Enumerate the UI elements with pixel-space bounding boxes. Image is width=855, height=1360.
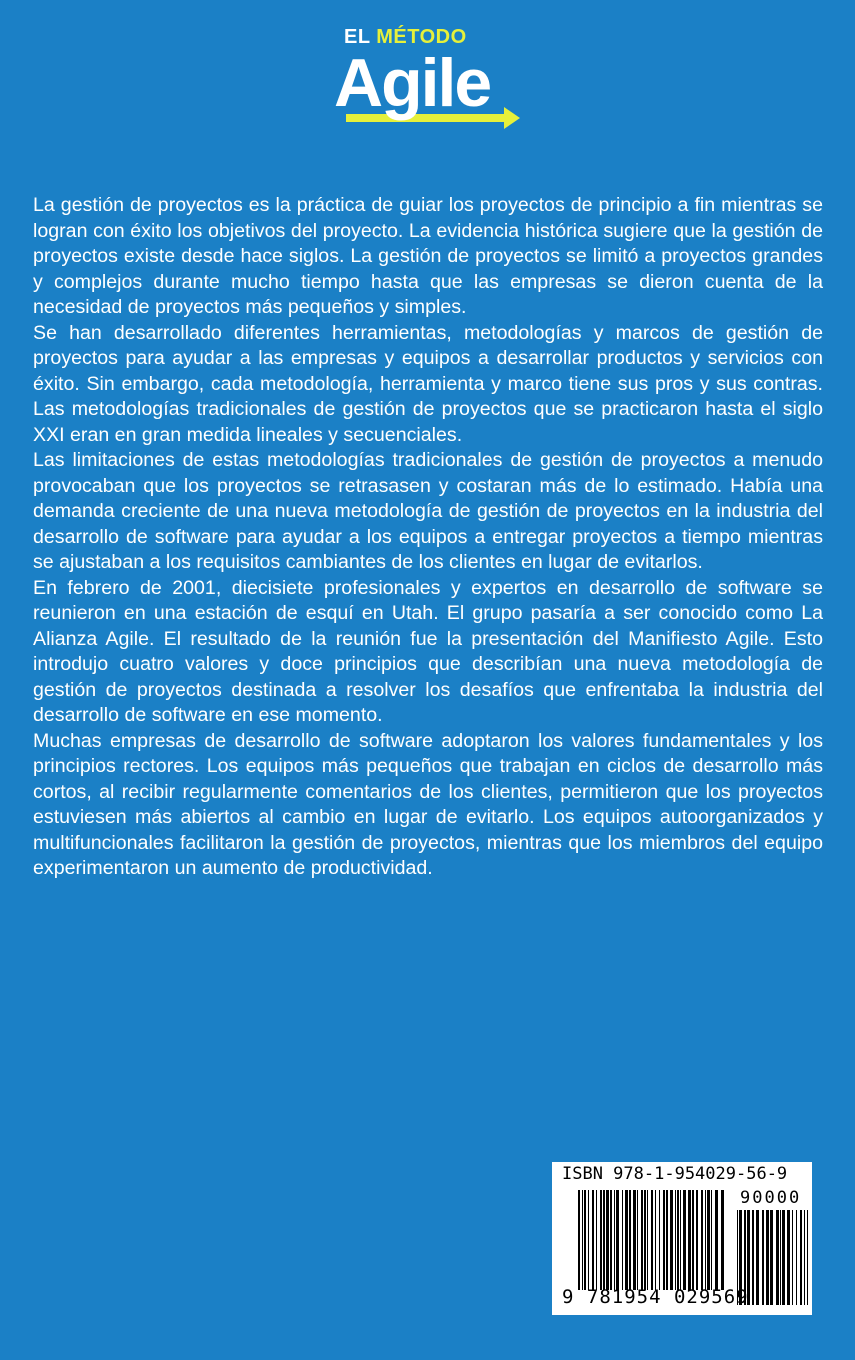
barcode-bar [721,1190,724,1290]
barcode-bar [584,1190,586,1290]
barcode-bar [770,1210,773,1305]
barcode-bar [701,1190,703,1290]
barcode-bar [711,1190,712,1290]
barcode-bar [707,1190,710,1290]
barcode-bar [578,1190,580,1290]
barcode-bar [696,1190,698,1290]
book-logo [330,26,530,156]
barcode-bar [663,1190,665,1290]
barcode-bar [800,1210,802,1305]
barcode-bar [610,1190,612,1290]
back-cover-text [33,193,823,882]
barcode-bar [655,1190,656,1290]
barcode-bar [780,1210,781,1305]
barcode-bar [582,1190,583,1290]
barcode-bar [804,1210,805,1305]
paragraph: La gestión de proyectos es la práctica de guiar los proyectos de principio a fin mientras se logran con éxito los objetivos del proyecto. La evidencia histórica sugiere que la gestión de proyectos existe desde hace siglos. La gestión de proyectos se limitó a proyectos grandes y complejos durante mucho tiempo hasta que las empresas se dieron cuenta de la necesidad de proyectos más pequeños y simples. [33,194,823,318]
barcode-bar [600,1190,602,1290]
barcode-bar [787,1210,790,1305]
barcode-bar [680,1190,681,1290]
barcode-bar [807,1210,808,1305]
isbn-barcode [552,1162,812,1315]
barcode-bar [776,1210,779,1305]
barcode-bar [792,1210,793,1305]
barcode-bar [644,1190,646,1290]
isbn-text: ISBN 978-1-954029-56-9 [562,1164,788,1184]
barcode-bar [622,1190,623,1290]
barcode-bar [692,1190,694,1290]
barcode-bar [637,1190,638,1290]
barcode-bar [766,1210,769,1305]
barcode-bar [659,1190,660,1290]
paragraph: En febrero de 2001, diecisiete profesionales y expertos en desarrollo de software se reunieron en una estación de esquí en Utah. El grupo pasaría a ser conocido como La Alianza Agile. El resultado de la reunión fue la presentación del Manifiesto Agile. Esto introdujo cuatro valores y doce principios que describían una nueva metodología de gestión de proyectos destinada a resolver los desafíos que enfrentaba la industria del desarrollo de software en ese momento. [33,576,823,726]
barcode-bar [651,1190,653,1290]
addon-number: 90000 [740,1188,802,1208]
barcode-bar [705,1190,706,1290]
barcode-bar [677,1190,679,1290]
barcode-bar [606,1190,609,1290]
barcode-bar [675,1190,676,1290]
ean-number: 9 781954 029569 [562,1286,749,1308]
barcode-bar [616,1190,619,1290]
barcode-bar [633,1190,636,1290]
barcode-bar [782,1210,785,1305]
barcode-bar [715,1190,718,1290]
barcode-bar [688,1190,691,1290]
barcode-bar [762,1210,764,1305]
barcode-bar [614,1190,615,1290]
barcode-bar [647,1190,648,1290]
barcode-bar [629,1190,631,1290]
barcode-bar [641,1190,643,1290]
barcode-bar [596,1190,597,1290]
paragraph: Muchas empresas de desarrollo de software adoptaron los valores fundamentales y los principios rectores. Los equipos más pequeños que trabajan en ciclos de desarrollo más cortos, al recibir regularmente comentarios de los clientes, permitieron que los proyectos estuviesen más abiertos al cambio en lugar de evitarlo. Los equipos autoorganizados y multifuncionales facilitaron la gestión de proyectos, mientras que los miembros del equipo experimentaron un aumento de productividad. [33,729,823,879]
barcode-bar [592,1190,594,1290]
barcode-bar [683,1190,686,1290]
barcode-bar [796,1210,797,1305]
logo-agile: Agile [334,45,491,121]
paragraph: Se han desarrollado diferentes herramientas, metodologías y marcos de gestión de proyectos para ayudar a las empresas y equipos a desarrollar productos y servicios con éxito. Sin embargo, cada metodología, herramienta y marco tiene sus pros y sus contras. Las metodologías tradicionales de gestión de proyectos que se practicaron hasta el siglo XXI eran en gran medida lineales y secuenciales. [33,321,823,446]
logo-el: EL [344,26,377,48]
paragraph: Las limitaciones de estas metodologías tradicionales de gestión de proyectos a menudo provocaban que los proyectos se retrasasen y costaran más de lo estimado. Había una demanda creciente de una nueva metodología de gestión de proyectos en la industria del desarrollo de software para ayudar a los equipos a entregar proyectos a tiempo mientras se ajustaban a los requisitos cambiantes de los clientes en lugar de evitarlos. [33,449,823,573]
barcode-bar [588,1190,589,1290]
barcode-bar [752,1210,754,1305]
barcode-bar [670,1190,673,1290]
barcode-bar [756,1210,759,1305]
barcode-bar [625,1190,628,1290]
barcode-bar [603,1190,605,1290]
logo-metodo: MÉTODO [376,26,467,48]
barcode-bar [666,1190,668,1290]
